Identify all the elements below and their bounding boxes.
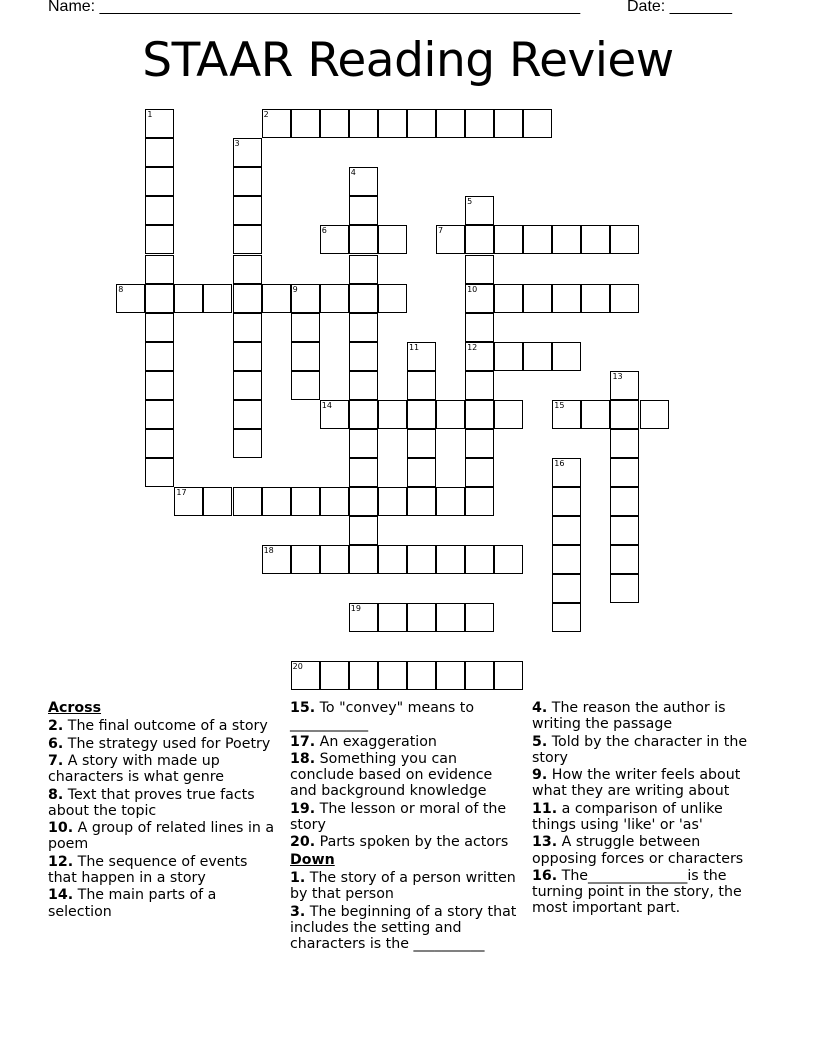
- crossword-cell[interactable]: [523, 225, 552, 254]
- crossword-cell[interactable]: [233, 225, 262, 254]
- crossword-cell[interactable]: [145, 196, 174, 225]
- cell-number: 4: [350, 168, 356, 178]
- crossword-cell[interactable]: [291, 109, 320, 138]
- crossword-cell[interactable]: [320, 284, 349, 313]
- crossword-cell[interactable]: [349, 371, 378, 400]
- across-heading: Across: [48, 700, 102, 716]
- cell-number: 13: [612, 371, 623, 381]
- crossword-cell[interactable]: [465, 487, 494, 516]
- crossword-cell[interactable]: [320, 545, 349, 574]
- crossword-cell[interactable]: [349, 545, 378, 574]
- crossword-cell[interactable]: [349, 516, 378, 545]
- crossword-cell[interactable]: [465, 545, 494, 574]
- crossword-cell[interactable]: [349, 109, 378, 138]
- cell-number: 3: [234, 139, 240, 149]
- crossword-cell[interactable]: [494, 225, 523, 254]
- crossword-cell[interactable]: [291, 284, 320, 313]
- crossword-cell[interactable]: [145, 371, 174, 400]
- clues-column-3: [532, 700, 760, 918]
- cell-number: 9: [292, 284, 298, 294]
- cell-number: 18: [263, 546, 274, 555]
- crossword-cell[interactable]: [523, 284, 552, 313]
- crossword-cell[interactable]: [436, 109, 465, 138]
- crossword-cell[interactable]: [465, 225, 494, 254]
- crossword-cell[interactable]: [552, 487, 581, 516]
- clue-across-17: 17. An exaggeration: [290, 733, 437, 750]
- crossword-cell[interactable]: [378, 225, 407, 254]
- crossword-cell[interactable]: [552, 400, 581, 429]
- down-heading: Down: [290, 851, 335, 868]
- crossword-cell[interactable]: [233, 313, 262, 342]
- crossword-cell[interactable]: [407, 400, 436, 429]
- crossword-cell[interactable]: [407, 545, 436, 574]
- crossword-cell[interactable]: [407, 109, 436, 138]
- crossword-cell[interactable]: [320, 109, 349, 138]
- crossword-cell[interactable]: [581, 225, 610, 254]
- clue-down-16: 16. The______________is the turning point in the story, the most important part.: [532, 867, 742, 917]
- clue-down-13: 13. A struggle between opposing forces or characters: [532, 834, 744, 867]
- crossword-cell[interactable]: [145, 255, 174, 284]
- crossword-cell[interactable]: [145, 458, 174, 487]
- crossword-cell[interactable]: [465, 371, 494, 400]
- crossword-cell[interactable]: [378, 487, 407, 516]
- crossword-cell[interactable]: [233, 167, 262, 196]
- cell-number: 14: [321, 400, 332, 410]
- clue-across-18: 18. Something you can conclude based on evidence and background knowledge: [290, 750, 493, 800]
- crossword-cell[interactable]: [552, 545, 581, 574]
- crossword-cell[interactable]: [349, 400, 378, 429]
- crossword-cell[interactable]: [233, 138, 262, 167]
- clue-across-12: 12. The sequence of events that happen in a story: [48, 853, 248, 886]
- cell-number: 19: [350, 604, 361, 614]
- cell-number: 5: [467, 197, 473, 207]
- crossword-cell[interactable]: [145, 429, 174, 458]
- cell-number: 12: [467, 342, 478, 352]
- crossword-cell[interactable]: [407, 371, 436, 400]
- crossword-cell[interactable]: [494, 661, 523, 690]
- crossword-cell[interactable]: [436, 400, 465, 429]
- crossword-cell[interactable]: [552, 603, 581, 632]
- crossword-cell[interactable]: [610, 458, 639, 487]
- clue-down-4: 4. The reason the author is writing the passage: [532, 700, 726, 733]
- crossword-cell[interactable]: [610, 487, 639, 516]
- cell-number: 8: [118, 284, 124, 294]
- crossword-cell[interactable]: [291, 313, 320, 342]
- crossword-cell[interactable]: [407, 487, 436, 516]
- crossword-cell[interactable]: [581, 400, 610, 429]
- crossword-cell[interactable]: [320, 225, 349, 254]
- crossword-cell[interactable]: [610, 400, 639, 429]
- clue-across-20: 20. Parts spoken by the actors: [290, 834, 509, 851]
- crossword-cell[interactable]: [436, 661, 465, 690]
- crossword-cell[interactable]: [349, 313, 378, 342]
- crossword-cell[interactable]: [494, 109, 523, 138]
- crossword-cell[interactable]: [610, 371, 639, 400]
- cell-number: 11: [408, 342, 420, 352]
- clue-across-6: 6. The strategy used for Poetry: [48, 735, 271, 752]
- crossword-cell[interactable]: [610, 284, 639, 313]
- crossword-cell[interactable]: [407, 458, 436, 487]
- clue-across-2: 2. The final outcome of a story: [48, 718, 268, 735]
- crossword-cell[interactable]: [552, 342, 581, 371]
- cell-number: 6: [321, 226, 327, 236]
- crossword-cell[interactable]: [378, 284, 407, 313]
- crossword-cell[interactable]: [233, 487, 262, 516]
- crossword-cell[interactable]: [174, 284, 203, 313]
- crossword-cell[interactable]: [552, 458, 581, 487]
- crossword-cell[interactable]: [465, 313, 494, 342]
- clue-across-8: 8. Text that proves true facts about the topic: [48, 786, 255, 819]
- crossword-cell[interactable]: [378, 661, 407, 690]
- crossword-cell[interactable]: [233, 284, 262, 313]
- crossword-cell[interactable]: [465, 255, 494, 284]
- crossword-cell[interactable]: [523, 109, 552, 138]
- crossword-cell[interactable]: [349, 429, 378, 458]
- crossword-cell[interactable]: [349, 225, 378, 254]
- crossword-cell[interactable]: [465, 458, 494, 487]
- crossword-cell[interactable]: [436, 487, 465, 516]
- crossword-cell[interactable]: [610, 225, 639, 254]
- crossword-cell[interactable]: [436, 545, 465, 574]
- crossword-cell[interactable]: [233, 400, 262, 429]
- crossword-cell[interactable]: [233, 196, 262, 225]
- crossword-cell[interactable]: [349, 603, 378, 632]
- crossword-cell[interactable]: [552, 225, 581, 254]
- crossword-cell[interactable]: [349, 487, 378, 516]
- crossword-cell[interactable]: [378, 545, 407, 574]
- cell-number: 1: [147, 110, 153, 120]
- crossword-cell[interactable]: [465, 284, 494, 313]
- crossword-cell[interactable]: [610, 545, 639, 574]
- crossword-cell[interactable]: [465, 661, 494, 690]
- crossword-cell[interactable]: [116, 284, 145, 313]
- crossword-cell[interactable]: [407, 429, 436, 458]
- crossword-cell[interactable]: [465, 196, 494, 225]
- cell-number: 7: [438, 226, 444, 236]
- clue-across-7: 7. A story with made up characters is what genre: [48, 752, 225, 786]
- crossword-cell[interactable]: [174, 487, 203, 516]
- crossword-cell[interactable]: [610, 574, 639, 603]
- crossword-cell[interactable]: [262, 545, 291, 574]
- clue-across-14: 14. The main parts of a selection: [48, 887, 217, 920]
- crossword-cell[interactable]: [494, 284, 523, 313]
- crossword-cell[interactable]: [145, 313, 174, 342]
- crossword-cell[interactable]: [407, 342, 436, 371]
- crossword-cell[interactable]: [494, 400, 523, 429]
- clue-down-1: 1. The story of a person written by that person: [290, 869, 516, 903]
- clue-down-3: 3. The beginning of a story that includes the setting and characters is the __________: [290, 903, 517, 952]
- crossword-cell[interactable]: [552, 574, 581, 603]
- crossword-cell[interactable]: [291, 661, 320, 690]
- crossword-cell[interactable]: [203, 487, 232, 516]
- crossword-cell[interactable]: [145, 225, 174, 254]
- crossword-cell[interactable]: [349, 167, 378, 196]
- crossword-cell[interactable]: [320, 661, 349, 690]
- crossword-cell[interactable]: [320, 400, 349, 429]
- crossword-cell[interactable]: [233, 371, 262, 400]
- crossword-cell[interactable]: [407, 603, 436, 632]
- crossword-cell[interactable]: [262, 109, 291, 138]
- crossword-cell[interactable]: [378, 400, 407, 429]
- cell-number: 10: [467, 284, 478, 294]
- page-title: STAAR Reading Review: [142, 33, 674, 88]
- crossword-cell[interactable]: [552, 284, 581, 313]
- cell-number: 2: [263, 110, 269, 120]
- crossword-cell[interactable]: [610, 429, 639, 458]
- crossword-cell[interactable]: [349, 661, 378, 690]
- crossword-cell[interactable]: [233, 342, 262, 371]
- crossword-cell[interactable]: [233, 255, 262, 284]
- crossword-cell[interactable]: [291, 342, 320, 371]
- crossword-cell[interactable]: [262, 284, 291, 313]
- clue-down-9: 9. How the writer feels about what they are writing about: [532, 767, 741, 800]
- crossword-cell[interactable]: [291, 371, 320, 400]
- crossword-cell[interactable]: [145, 167, 174, 196]
- crossword-cell[interactable]: [465, 400, 494, 429]
- crossword-cell[interactable]: [640, 400, 669, 429]
- crossword-cell[interactable]: [494, 545, 523, 574]
- clue-across-15: 15. To "convey" means to ___________: [290, 700, 475, 733]
- crossword-cell[interactable]: [465, 603, 494, 632]
- clues-column-2: [290, 700, 522, 953]
- crossword-cell[interactable]: [145, 109, 174, 138]
- crossword-cell[interactable]: [610, 516, 639, 545]
- cell-number: 17: [176, 487, 187, 497]
- cell-number: 15: [554, 400, 565, 410]
- crossword-cell[interactable]: [436, 603, 465, 632]
- crossword-cell[interactable]: [552, 516, 581, 545]
- crossword-cell[interactable]: [349, 284, 378, 313]
- crossword-cell[interactable]: [203, 284, 232, 313]
- clues-column-1: [48, 700, 276, 921]
- crossword-cell[interactable]: [465, 342, 494, 371]
- clue-across-10: 10. A group of related lines in a poem: [48, 820, 275, 853]
- crossword-cell[interactable]: [494, 342, 523, 371]
- clue-down-5: 5. Told by the character in the story: [532, 733, 748, 766]
- crossword-cell[interactable]: [378, 109, 407, 138]
- crossword-cell[interactable]: [145, 342, 174, 371]
- crossword-cell[interactable]: [407, 661, 436, 690]
- crossword-cell[interactable]: [581, 284, 610, 313]
- cell-number: 20: [292, 662, 303, 672]
- crossword-cell[interactable]: [349, 342, 378, 371]
- cell-number: 16: [554, 458, 565, 468]
- crossword-cell[interactable]: [523, 342, 552, 371]
- date-line[interactable]: Date: _______: [627, 0, 732, 15]
- crossword-cell[interactable]: [320, 487, 349, 516]
- crossword-cell[interactable]: [291, 545, 320, 574]
- crossword-cell[interactable]: [349, 255, 378, 284]
- crossword-cell[interactable]: [378, 603, 407, 632]
- crossword-cell[interactable]: [349, 458, 378, 487]
- clue-across-19: 19. The lesson or moral of the story: [290, 800, 507, 833]
- crossword-cell[interactable]: [145, 284, 174, 313]
- crossword-cell[interactable]: [233, 429, 262, 458]
- crossword-cell[interactable]: [145, 400, 174, 429]
- crossword-cell[interactable]: [145, 138, 174, 167]
- crossword-cell[interactable]: [465, 109, 494, 138]
- crossword-cell[interactable]: [262, 487, 291, 516]
- clue-down-11: 11. a comparison of unlike things using 'like' or 'as': [532, 800, 723, 833]
- crossword-cell[interactable]: [291, 487, 320, 516]
- name-line[interactable]: Name: ______________________________________________________: [48, 0, 581, 15]
- crossword-cell[interactable]: [436, 225, 465, 254]
- crossword-cell[interactable]: [349, 196, 378, 225]
- crossword-cell[interactable]: [465, 429, 494, 458]
